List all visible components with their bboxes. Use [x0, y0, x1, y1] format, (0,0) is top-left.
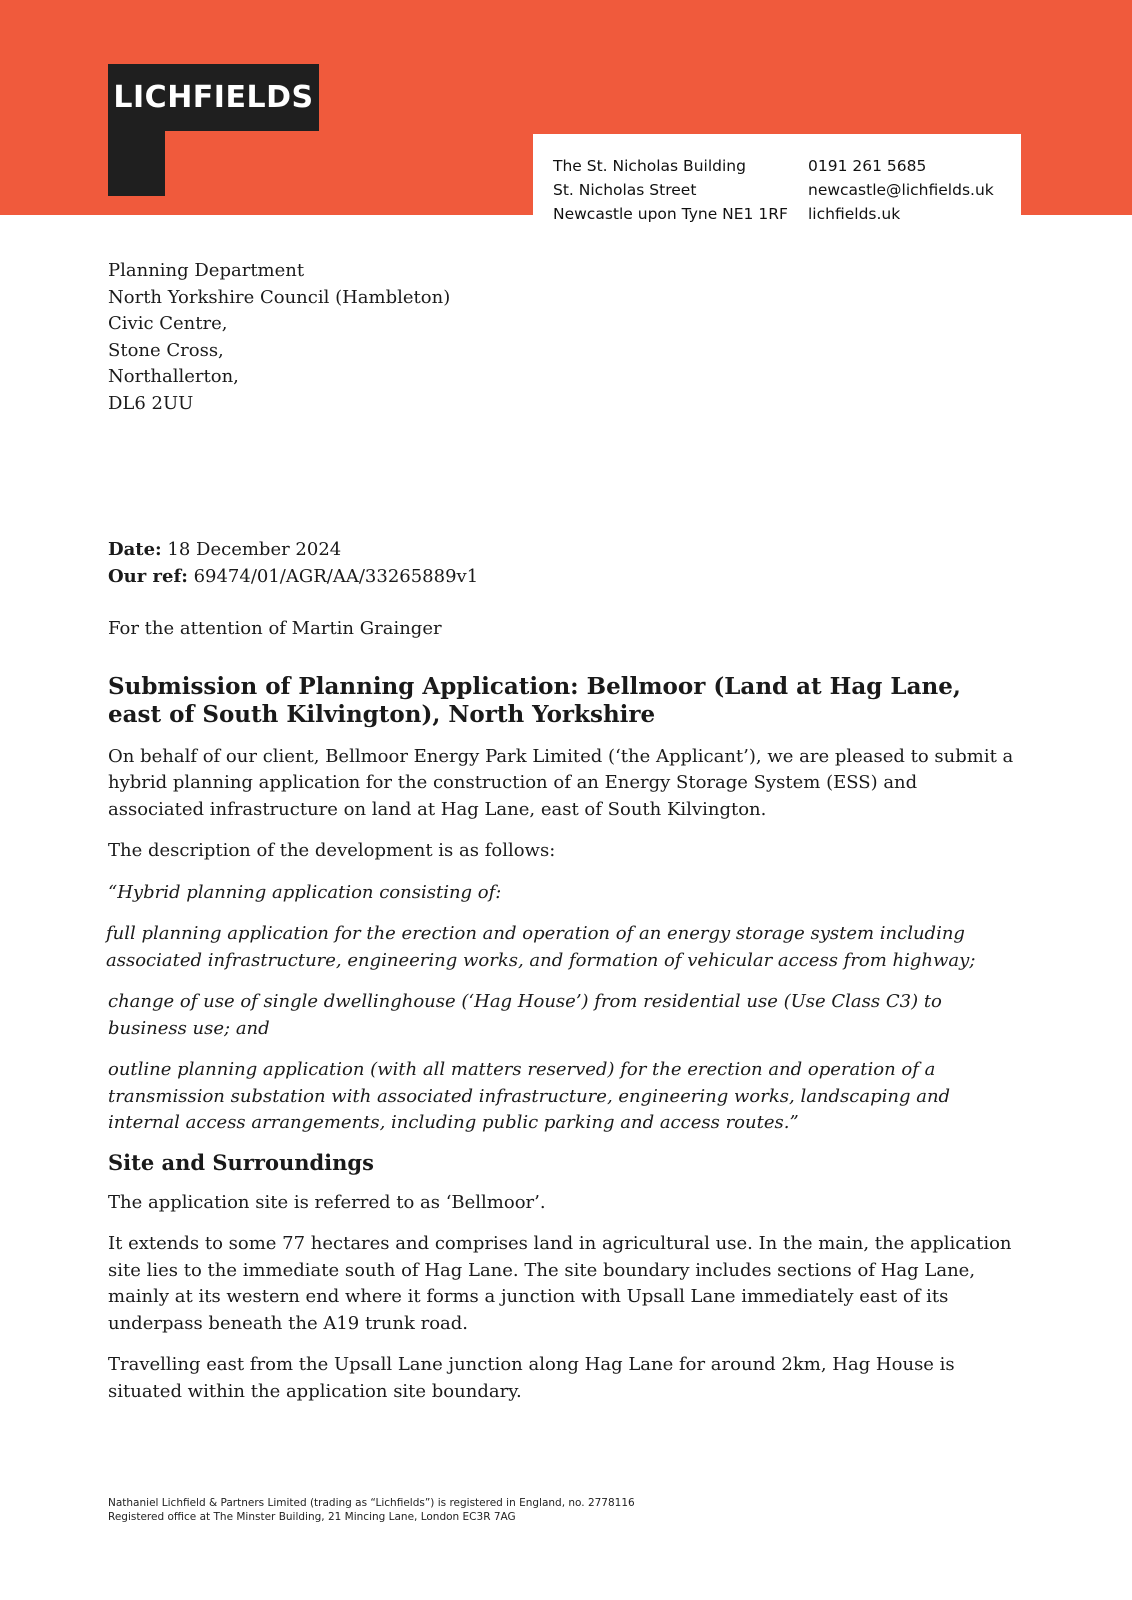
- footer-line: Registered office at The Minster Building, 21 Mincing Lane, London EC3R 7AG: [108, 1511, 516, 1523]
- address-line: Newcastle upon Tyne NE1 1RF: [553, 205, 788, 223]
- ref-label: Our ref:: [108, 565, 188, 587]
- site-paragraph: The application site is referred to as ‘Bellmoor’.: [108, 1191, 546, 1213]
- recipient-address: [108, 258, 1018, 417]
- quote-paragraph: full planning application for the erection and operation of an energy storage system including associated infrastructure, engineering works, and formation of vehicular access from highway;: [106, 923, 976, 971]
- site-paragraph: Travelling east from the Upsall Lane junction along Hag Lane for around 2km, Hag House is situated within the application site boundary.: [108, 1354, 955, 1402]
- office-address: [553, 154, 788, 226]
- recipient-line: DL6 2UU: [108, 392, 194, 414]
- letter-body: [108, 258, 1018, 1405]
- date-value: 18 December 2024: [161, 539, 342, 560]
- intro-paragraph: On behalf of our client, Bellmoor Energy Park Limited (‘the Applicant’), we are pleased to submit a hybrid planning application for the construction of an Energy Storage System (ESS) and associated infrastructure on land at Hag Lane, east of South Kilvington.: [108, 745, 1014, 820]
- letter-title: Submission of Planning Application: Bellmoor (Land at Hag Lane, east of South Kilvington), North Yorkshire: [108, 672, 961, 728]
- phone-number: 0191 261 5685: [808, 157, 927, 175]
- contact-block: [533, 134, 1021, 223]
- quote-paragraph: change of use of single dwellinghouse (‘Hag House’) from residential use (Use Class C3) to business use; and: [108, 991, 942, 1039]
- date-line: [108, 537, 1018, 564]
- address-line: The St. Nicholas Building: [553, 157, 746, 175]
- letter-meta: [108, 537, 1018, 590]
- quote-paragraph: outline planning application (with all matters reserved) for the erection and operation of a transmission substation with associated infrastructure, engineering works, landscaping and internal access arrangements, including public parking and access routes.”: [108, 1059, 951, 1133]
- recipient-line: Northallerton,: [108, 366, 239, 387]
- footer-line: Nathaniel Lichfield & Partners Limited (trading as “Lichfields”) is registered in England, no. 2778116: [108, 1497, 635, 1509]
- logo-text: LICHFIELDS: [113, 80, 314, 115]
- logo-stem: [108, 131, 165, 196]
- description-lead: The description of the development is as follows:: [108, 840, 556, 861]
- attention-line: For the attention of Martin Grainger: [108, 618, 442, 639]
- recipient-line: North Yorkshire Council (Hambleton): [108, 286, 451, 308]
- page-footer: [108, 1496, 635, 1524]
- address-line: St. Nicholas Street: [553, 181, 697, 199]
- recipient-line: Civic Centre,: [108, 313, 228, 334]
- ref-line: [108, 564, 1018, 591]
- ref-value: 69474/01/AGR/AA/33265889v1: [187, 565, 479, 587]
- date-label: Date:: [108, 539, 162, 560]
- quote-paragraph: “Hybrid planning application consisting of:: [108, 881, 502, 903]
- recipient-line: Stone Cross,: [108, 339, 224, 361]
- website-link[interactable]: lichfields.uk: [808, 205, 901, 223]
- office-contact: [808, 154, 994, 226]
- section-heading: Site and Surroundings: [108, 1149, 374, 1175]
- email-link[interactable]: newcastle@lichfields.uk: [808, 181, 994, 199]
- recipient-line: Planning Department: [108, 260, 305, 281]
- lichfields-logo: [108, 64, 319, 131]
- site-paragraph: It extends to some 77 hectares and comprises land in agricultural use. In the main, the application site lies to the immediate south of Hag Lane. The site boundary includes sections of Hag Lane, mainly at its western end where it forms a junction with Upsall Lane immediately east of its underpass beneath the A19 trunk road.: [108, 1233, 1012, 1334]
